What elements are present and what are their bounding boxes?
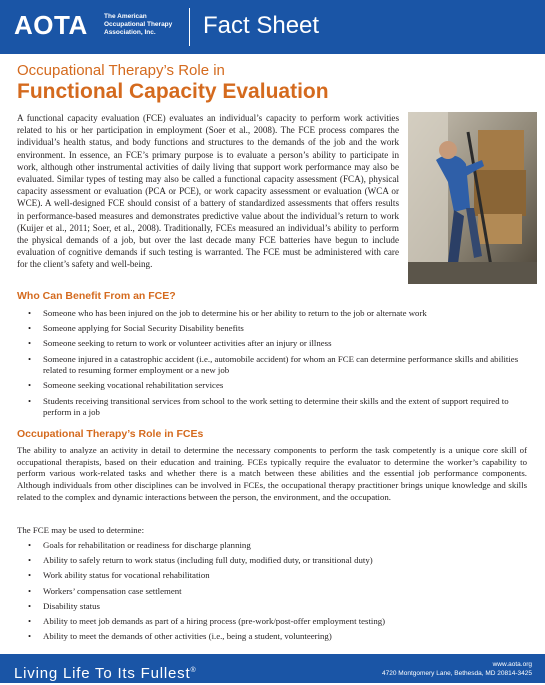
ot-role-paragraph: The ability to analyze an activity in detail to determine the necessary components to perform the task competently is a unique core skill of occupational therapists, based on their education and training. FCEs typically require the evaluator to determine the worker’s capability to perform various work-related tasks and whether there is a match between these abilities and the essential job performance components. Although individuals from other disciplines can be involved in FCEs, the occupational therapy practitioner brings unique knowledge and skills related to the complex and dynamic interactions between the person, the environment, and the occupation. — [17, 445, 527, 502]
org-line-3: Association, Inc. — [104, 29, 156, 36]
list-item: • Someone seeking to return to work or volunteer activities after an injury or illness — [17, 338, 527, 350]
header-bar — [0, 0, 545, 54]
organization-name — [104, 13, 172, 37]
list-item: • Workers’ compensation case settlement — [17, 586, 527, 598]
fce-uses-list — [17, 540, 527, 646]
website-link[interactable]: www.aota.org — [492, 661, 532, 668]
worker-with-hand-truck-photo — [408, 112, 537, 284]
list-item: • Ability to meet job demands as part of a hiring process (pre-work/post-offer employment testing) — [17, 616, 527, 628]
section-heading-ot-role: Occupational Therapy’s Role in FCEs — [17, 428, 204, 440]
intro-paragraph: A functional capacity evaluation (FCE) evaluates an individual’s capacity to perform work activities related to his or her participation in employment (Soer et al., 2008). The FCE process compares the individual’s health status, and body functions and structures to the demands of the job and the work environment. In essence, an FCE’s primary purpose is to evaluate a person’s ability to participate in work, although other instrumental activities of daily living that support work performance may also be evaluated. Similar types of testing may also be called a functional capacity assessment (FCA), physical capacity assessment or evaluation (PCA or PCE), or work capacity assessment or evaluation (WCA or WCE). A well-designed FCE should consist of a battery of standardized assessments that offers results in performance-based measures and demonstrates predictive value about the individual’s return to work (Kuijer et al., 2011; Soer, et al., 2008). Traditionally, FCEs measured an individual’s ability to perform the physical demands of a job, but over the last decade many FCE batteries have begun to include evaluation of cognitive demands if such testing is warranted. The FCE must be administered with care for the client’s safety and well-being. — [17, 113, 399, 270]
list-item: • Disability status — [17, 601, 527, 613]
list-item: • Someone applying for Social Security Disability benefits — [17, 323, 527, 335]
list-item: • Ability to safely return to work status (including full duty, modified duty, or transitional duty) — [17, 555, 527, 567]
fact-sheet-label: Fact Sheet — [203, 12, 320, 39]
org-line-2: Occupational Therapy — [104, 21, 173, 28]
list-item: • Someone seeking vocational rehabilitation services — [17, 380, 527, 392]
mailing-address: 4720 Montgomery Lane, Bethesda, MD 20814-3425 — [382, 670, 532, 677]
section-heading-who-can-benefit: Who Can Benefit From an FCE? — [17, 290, 176, 302]
tagline-text: Living Life To Its Fullest — [14, 665, 191, 682]
list-item: • Ability to meet the demands of other activities (i.e., being a student, volunteering) — [17, 631, 527, 643]
org-line-1: The American — [104, 13, 147, 20]
title-line-1: Occupational Therapy’s Role in — [17, 62, 225, 79]
tagline — [14, 660, 196, 685]
header-divider — [189, 8, 190, 46]
list-item: • Someone injured in a catastrophic accident (i.e., automobile accident) for whom an FCE can determine performance skills and abilities related to resuming former employment or a new job — [17, 354, 527, 377]
list-item: • Goals for rehabilitation or readiness for discharge planning — [17, 540, 527, 552]
aota-logo: AOTA — [14, 10, 88, 40]
footer-bar — [0, 654, 545, 683]
list-item: • Someone who has been injured on the job to determine his or her ability to return to the job or alternate work — [17, 308, 527, 320]
fce-lead-text: The FCE may be used to determine: — [17, 525, 145, 535]
list-item: • Work ability status for vocational rehabilitation — [17, 570, 527, 582]
list-item: • Students receiving transitional services from school to the work setting to determine their skills and the extent of support required to perform in a job — [17, 396, 527, 419]
page-title: Functional Capacity Evaluation — [17, 80, 329, 103]
benefit-list — [17, 308, 527, 422]
trademark-mark: ® — [190, 667, 197, 674]
footer-contact — [382, 660, 532, 678]
